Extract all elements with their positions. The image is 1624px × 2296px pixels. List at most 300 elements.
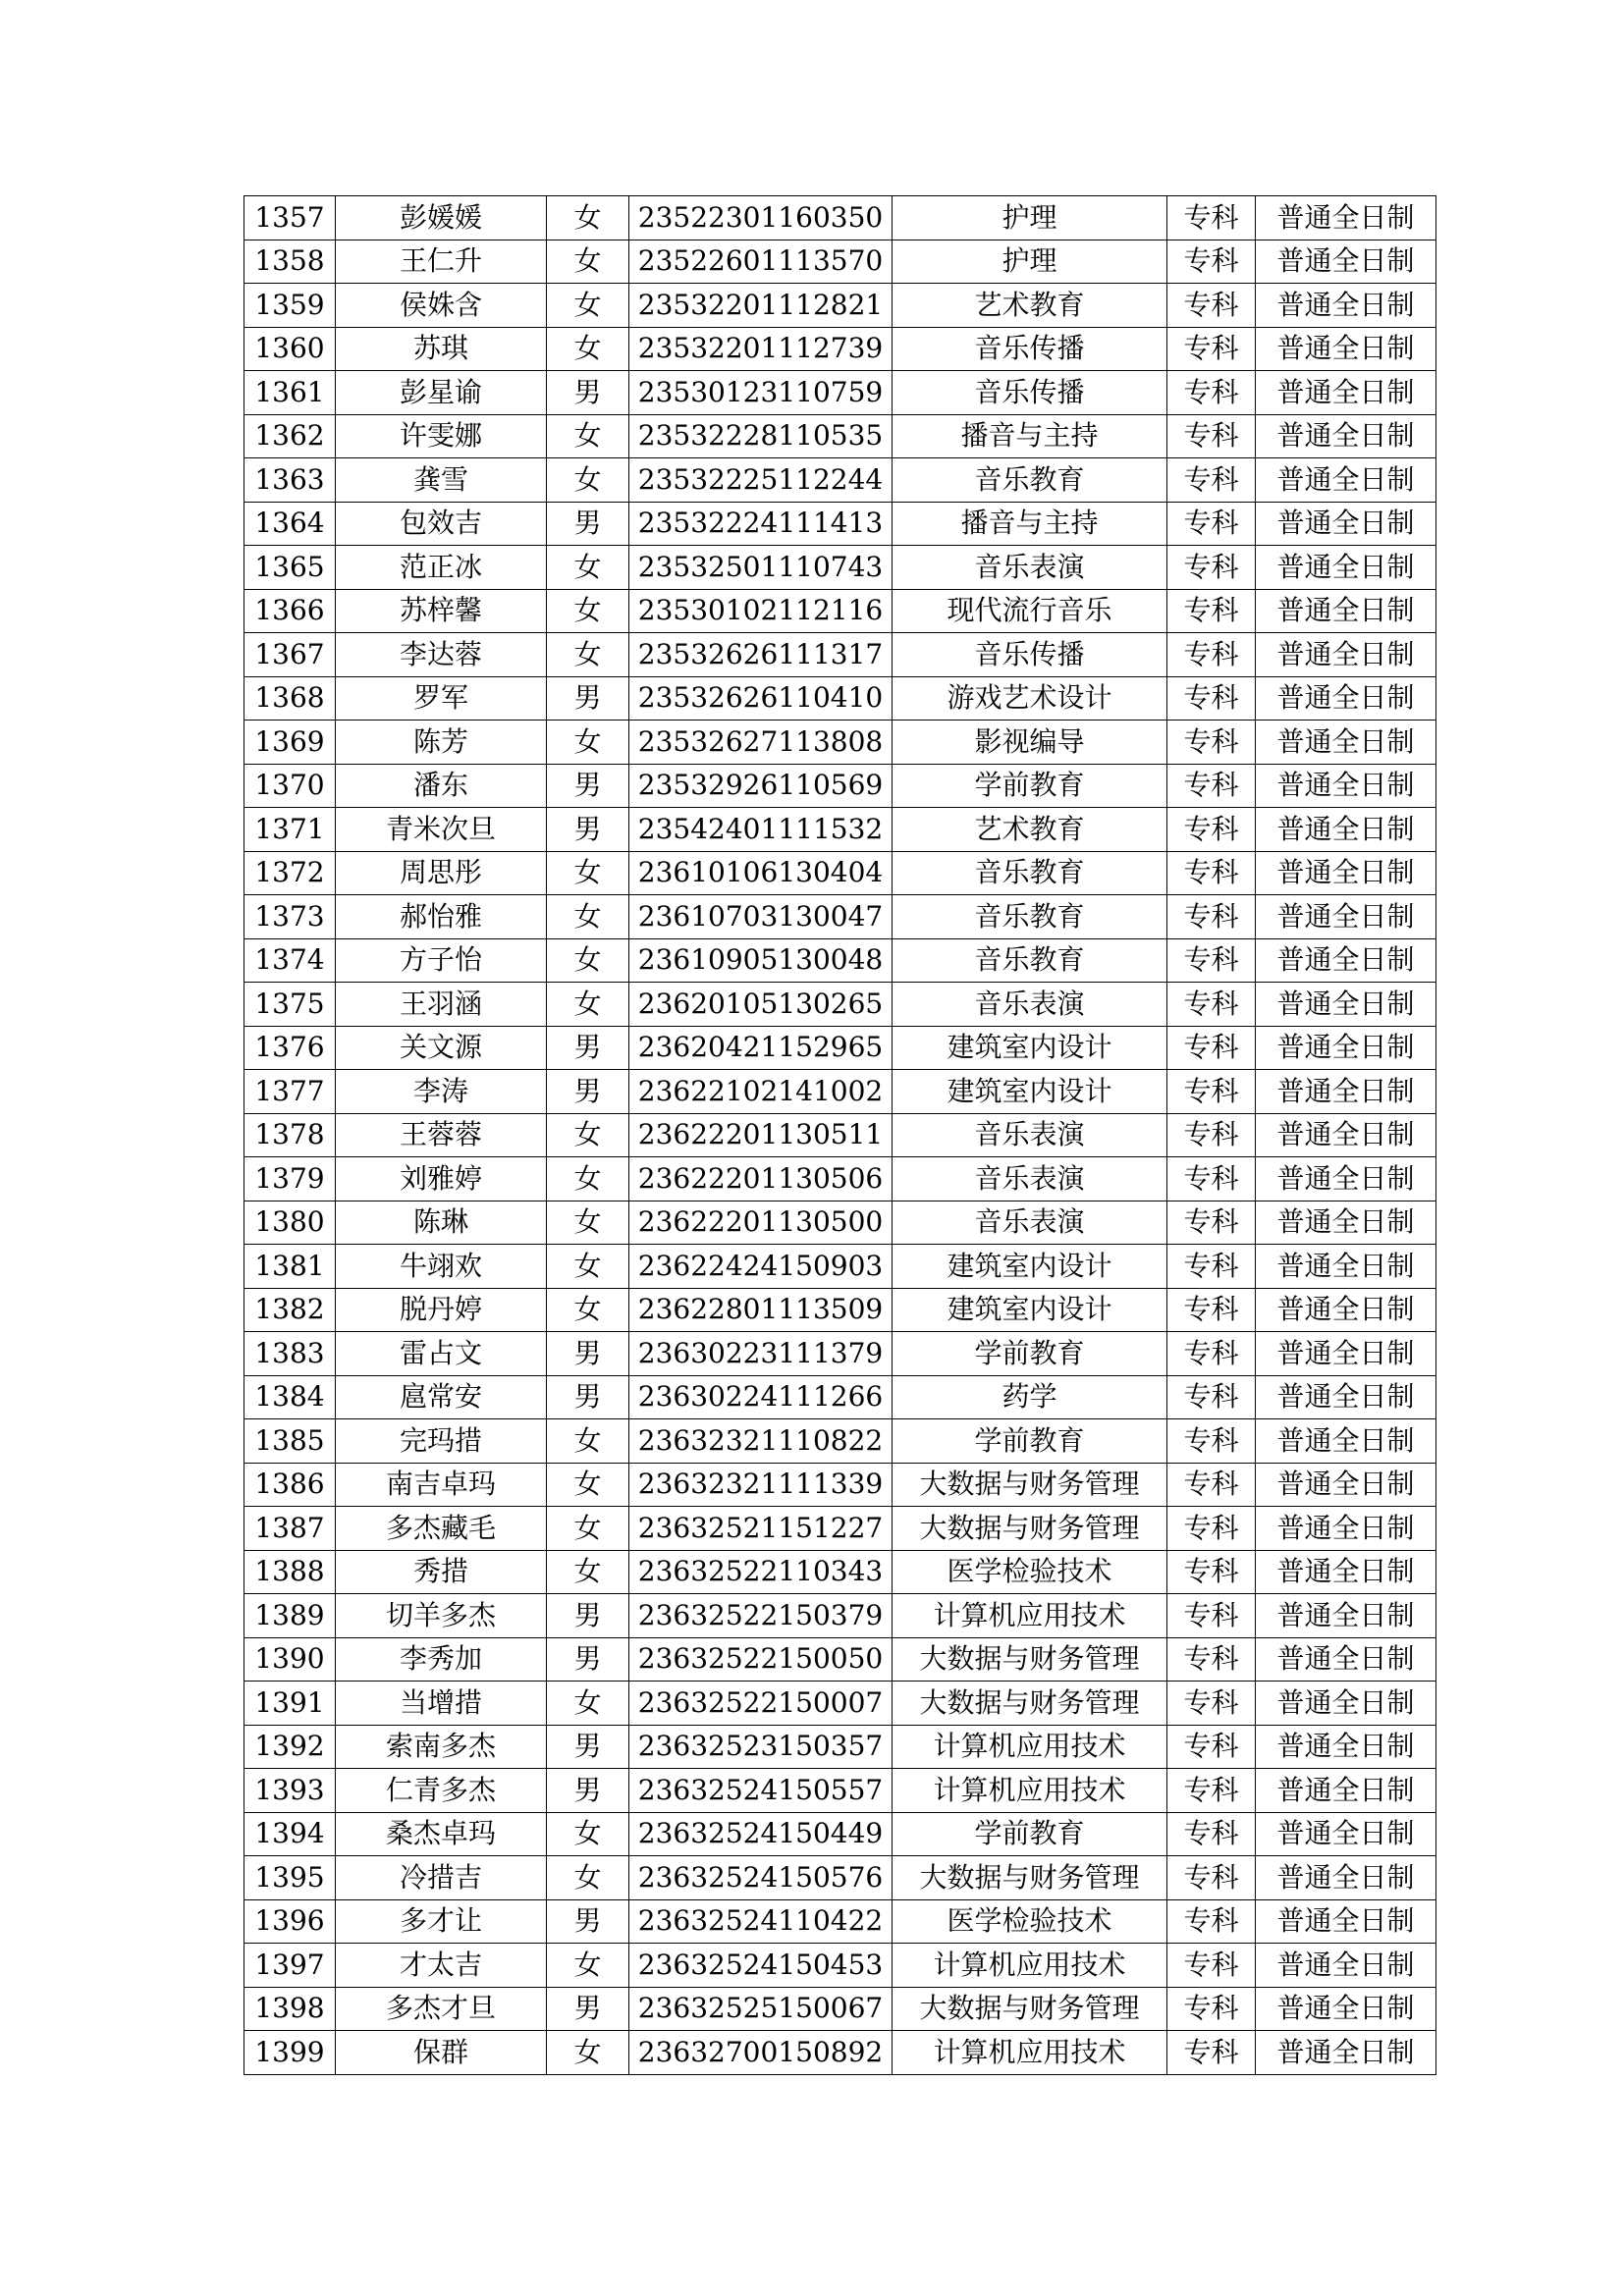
- row-number-cell: 1385: [244, 1419, 336, 1464]
- level-cell: 专科: [1167, 1419, 1256, 1464]
- row-number-cell: 1359: [244, 284, 336, 328]
- exam-id-cell: 23620105130265: [629, 983, 893, 1027]
- major-cell: 音乐表演: [893, 1113, 1167, 1157]
- row-number-cell: 1377: [244, 1070, 336, 1114]
- study-mode-cell: 普通全日制: [1256, 284, 1436, 328]
- student-name-cell: 多杰才旦: [336, 1987, 547, 2031]
- table-row: [244, 1856, 1436, 1900]
- table-row: [244, 1725, 1436, 1769]
- level-cell: 专科: [1167, 1812, 1256, 1856]
- student-name-cell: 周思彤: [336, 851, 547, 895]
- gender-cell: 女: [547, 1682, 629, 1726]
- student-name-cell: 李秀加: [336, 1637, 547, 1682]
- major-cell: 大数据与财务管理: [893, 1637, 1167, 1682]
- major-cell: 计算机应用技术: [893, 1725, 1167, 1769]
- level-cell: 专科: [1167, 1725, 1256, 1769]
- row-number-cell: 1357: [244, 196, 336, 240]
- row-number-cell: 1380: [244, 1201, 336, 1245]
- level-cell: 专科: [1167, 589, 1256, 633]
- table-row: [244, 764, 1436, 808]
- major-cell: 音乐教育: [893, 458, 1167, 503]
- exam-id-cell: 23632524110422: [629, 1899, 893, 1944]
- row-number-cell: 1395: [244, 1856, 336, 1900]
- major-cell: 音乐教育: [893, 938, 1167, 983]
- exam-id-cell: 23632524150557: [629, 1769, 893, 1813]
- major-cell: 计算机应用技术: [893, 1769, 1167, 1813]
- student-name-cell: 保群: [336, 2031, 547, 2075]
- level-cell: 专科: [1167, 1507, 1256, 1551]
- row-number-cell: 1381: [244, 1245, 336, 1289]
- study-mode-cell: 普通全日制: [1256, 1769, 1436, 1813]
- level-cell: 专科: [1167, 1594, 1256, 1638]
- gender-cell: 女: [547, 1157, 629, 1201]
- table-row: [244, 240, 1436, 284]
- level-cell: 专科: [1167, 458, 1256, 503]
- major-cell: 播音与主持: [893, 502, 1167, 546]
- table-row: [244, 284, 1436, 328]
- major-cell: 学前教育: [893, 1332, 1167, 1376]
- row-number-cell: 1396: [244, 1899, 336, 1944]
- major-cell: 建筑室内设计: [893, 1245, 1167, 1289]
- gender-cell: 女: [547, 546, 629, 590]
- study-mode-cell: 普通全日制: [1256, 1637, 1436, 1682]
- exam-id-cell: 23610106130404: [629, 851, 893, 895]
- exam-id-cell: 23622201130500: [629, 1201, 893, 1245]
- major-cell: 建筑室内设计: [893, 1070, 1167, 1114]
- row-number-cell: 1368: [244, 676, 336, 721]
- study-mode-cell: 普通全日制: [1256, 721, 1436, 765]
- student-name-cell: 切羊多杰: [336, 1594, 547, 1638]
- row-number-cell: 1369: [244, 721, 336, 765]
- study-mode-cell: 普通全日制: [1256, 1987, 1436, 2031]
- table-row: [244, 1332, 1436, 1376]
- row-number-cell: 1389: [244, 1594, 336, 1638]
- study-mode-cell: 普通全日制: [1256, 371, 1436, 415]
- major-cell: 音乐教育: [893, 895, 1167, 939]
- student-name-cell: 潘东: [336, 764, 547, 808]
- table-row: [244, 1157, 1436, 1201]
- gender-cell: 女: [547, 414, 629, 458]
- major-cell: 音乐表演: [893, 983, 1167, 1027]
- major-cell: 医学检验技术: [893, 1899, 1167, 1944]
- gender-cell: 女: [547, 2031, 629, 2075]
- row-number-cell: 1358: [244, 240, 336, 284]
- student-name-cell: 才太吉: [336, 1944, 547, 1988]
- level-cell: 专科: [1167, 240, 1256, 284]
- exam-id-cell: 23632522150007: [629, 1682, 893, 1726]
- row-number-cell: 1399: [244, 2031, 336, 2075]
- row-number-cell: 1388: [244, 1550, 336, 1594]
- row-number-cell: 1379: [244, 1157, 336, 1201]
- level-cell: 专科: [1167, 1245, 1256, 1289]
- student-name-cell: 雷占文: [336, 1332, 547, 1376]
- study-mode-cell: 普通全日制: [1256, 1419, 1436, 1464]
- study-mode-cell: 普通全日制: [1256, 240, 1436, 284]
- table-row: [244, 1463, 1436, 1507]
- gender-cell: 女: [547, 1856, 629, 1900]
- study-mode-cell: 普通全日制: [1256, 1594, 1436, 1638]
- exam-id-cell: 23622102141002: [629, 1070, 893, 1114]
- student-name-cell: 牛翊欢: [336, 1245, 547, 1289]
- row-number-cell: 1378: [244, 1113, 336, 1157]
- exam-id-cell: 23522601113570: [629, 240, 893, 284]
- exam-id-cell: 23630223111379: [629, 1332, 893, 1376]
- student-name-cell: 王蓉蓉: [336, 1113, 547, 1157]
- level-cell: 专科: [1167, 1899, 1256, 1944]
- table-row: [244, 502, 1436, 546]
- table-row: [244, 1944, 1436, 1988]
- student-name-cell: 秀措: [336, 1550, 547, 1594]
- row-number-cell: 1386: [244, 1463, 336, 1507]
- row-number-cell: 1397: [244, 1944, 336, 1988]
- row-number-cell: 1390: [244, 1637, 336, 1682]
- row-number-cell: 1383: [244, 1332, 336, 1376]
- exam-id-cell: 23610905130048: [629, 938, 893, 983]
- gender-cell: 女: [547, 1419, 629, 1464]
- study-mode-cell: 普通全日制: [1256, 414, 1436, 458]
- level-cell: 专科: [1167, 895, 1256, 939]
- study-mode-cell: 普通全日制: [1256, 1070, 1436, 1114]
- level-cell: 专科: [1167, 721, 1256, 765]
- table-row: [244, 1507, 1436, 1551]
- table-row: [244, 1245, 1436, 1289]
- gender-cell: 女: [547, 983, 629, 1027]
- student-name-cell: 陈琳: [336, 1201, 547, 1245]
- table-row: [244, 895, 1436, 939]
- gender-cell: 女: [547, 284, 629, 328]
- study-mode-cell: 普通全日制: [1256, 1288, 1436, 1332]
- level-cell: 专科: [1167, 1637, 1256, 1682]
- student-name-cell: 青米次旦: [336, 808, 547, 852]
- gender-cell: 男: [547, 764, 629, 808]
- study-mode-cell: 普通全日制: [1256, 1026, 1436, 1070]
- study-mode-cell: 普通全日制: [1256, 983, 1436, 1027]
- study-mode-cell: 普通全日制: [1256, 1157, 1436, 1201]
- row-number-cell: 1361: [244, 371, 336, 415]
- student-name-cell: 冷措吉: [336, 1856, 547, 1900]
- exam-id-cell: 23532225112244: [629, 458, 893, 503]
- student-name-cell: 苏梓馨: [336, 589, 547, 633]
- level-cell: 专科: [1167, 1332, 1256, 1376]
- gender-cell: 男: [547, 502, 629, 546]
- level-cell: 专科: [1167, 371, 1256, 415]
- level-cell: 专科: [1167, 1157, 1256, 1201]
- level-cell: 专科: [1167, 1463, 1256, 1507]
- table-row: [244, 851, 1436, 895]
- student-name-cell: 多杰藏毛: [336, 1507, 547, 1551]
- study-mode-cell: 普通全日制: [1256, 808, 1436, 852]
- exam-id-cell: 23532201112739: [629, 327, 893, 371]
- row-number-cell: 1366: [244, 589, 336, 633]
- exam-id-cell: 23532228110535: [629, 414, 893, 458]
- student-name-cell: 苏琪: [336, 327, 547, 371]
- row-number-cell: 1365: [244, 546, 336, 590]
- gender-cell: 女: [547, 633, 629, 677]
- table-row: [244, 1026, 1436, 1070]
- table-row: [244, 1550, 1436, 1594]
- exam-id-cell: 23632522150379: [629, 1594, 893, 1638]
- level-cell: 专科: [1167, 284, 1256, 328]
- student-name-cell: 罗军: [336, 676, 547, 721]
- level-cell: 专科: [1167, 1026, 1256, 1070]
- gender-cell: 男: [547, 1769, 629, 1813]
- major-cell: 学前教育: [893, 764, 1167, 808]
- row-number-cell: 1387: [244, 1507, 336, 1551]
- row-number-cell: 1391: [244, 1682, 336, 1726]
- exam-id-cell: 23632321111339: [629, 1463, 893, 1507]
- exam-id-cell: 23530123110759: [629, 371, 893, 415]
- gender-cell: 女: [547, 327, 629, 371]
- table-row: [244, 1419, 1436, 1464]
- major-cell: 计算机应用技术: [893, 1594, 1167, 1638]
- major-cell: 现代流行音乐: [893, 589, 1167, 633]
- level-cell: 专科: [1167, 1288, 1256, 1332]
- student-name-cell: 龚雪: [336, 458, 547, 503]
- gender-cell: 男: [547, 1594, 629, 1638]
- major-cell: 游戏艺术设计: [893, 676, 1167, 721]
- level-cell: 专科: [1167, 851, 1256, 895]
- table-row: [244, 196, 1436, 240]
- major-cell: 艺术教育: [893, 808, 1167, 852]
- gender-cell: 男: [547, 1987, 629, 2031]
- study-mode-cell: 普通全日制: [1256, 1856, 1436, 1900]
- level-cell: 专科: [1167, 1682, 1256, 1726]
- level-cell: 专科: [1167, 196, 1256, 240]
- gender-cell: 女: [547, 1245, 629, 1289]
- row-number-cell: 1376: [244, 1026, 336, 1070]
- study-mode-cell: 普通全日制: [1256, 1201, 1436, 1245]
- student-name-cell: 南吉卓玛: [336, 1463, 547, 1507]
- study-mode-cell: 普通全日制: [1256, 1899, 1436, 1944]
- table-row: [244, 546, 1436, 590]
- gender-cell: 女: [547, 1812, 629, 1856]
- study-mode-cell: 普通全日制: [1256, 196, 1436, 240]
- study-mode-cell: 普通全日制: [1256, 502, 1436, 546]
- study-mode-cell: 普通全日制: [1256, 2031, 1436, 2075]
- gender-cell: 女: [547, 895, 629, 939]
- study-mode-cell: 普通全日制: [1256, 458, 1436, 503]
- student-name-cell: 索南多杰: [336, 1725, 547, 1769]
- gender-cell: 女: [547, 196, 629, 240]
- row-number-cell: 1371: [244, 808, 336, 852]
- level-cell: 专科: [1167, 1944, 1256, 1988]
- study-mode-cell: 普通全日制: [1256, 851, 1436, 895]
- student-name-cell: 王仁升: [336, 240, 547, 284]
- exam-id-cell: 23532627113808: [629, 721, 893, 765]
- student-roster-table: [244, 195, 1436, 2075]
- exam-id-cell: 23622424150903: [629, 1245, 893, 1289]
- study-mode-cell: 普通全日制: [1256, 1332, 1436, 1376]
- gender-cell: 男: [547, 1725, 629, 1769]
- level-cell: 专科: [1167, 1987, 1256, 2031]
- exam-id-cell: 23532501110743: [629, 546, 893, 590]
- exam-id-cell: 23620421152965: [629, 1026, 893, 1070]
- table-row: [244, 589, 1436, 633]
- row-number-cell: 1392: [244, 1725, 336, 1769]
- table-row: [244, 808, 1436, 852]
- student-name-cell: 陈芳: [336, 721, 547, 765]
- student-name-cell: 包效吉: [336, 502, 547, 546]
- level-cell: 专科: [1167, 546, 1256, 590]
- gender-cell: 女: [547, 721, 629, 765]
- study-mode-cell: 普通全日制: [1256, 1812, 1436, 1856]
- student-name-cell: 彭星谕: [336, 371, 547, 415]
- major-cell: 大数据与财务管理: [893, 1987, 1167, 2031]
- level-cell: 专科: [1167, 938, 1256, 983]
- level-cell: 专科: [1167, 1113, 1256, 1157]
- major-cell: 计算机应用技术: [893, 1944, 1167, 1988]
- major-cell: 音乐教育: [893, 851, 1167, 895]
- gender-cell: 女: [547, 1113, 629, 1157]
- gender-cell: 女: [547, 1463, 629, 1507]
- table-row: [244, 1113, 1436, 1157]
- major-cell: 音乐传播: [893, 327, 1167, 371]
- major-cell: 建筑室内设计: [893, 1288, 1167, 1332]
- exam-id-cell: 23632525150067: [629, 1987, 893, 2031]
- row-number-cell: 1367: [244, 633, 336, 677]
- exam-id-cell: 23532201112821: [629, 284, 893, 328]
- major-cell: 计算机应用技术: [893, 2031, 1167, 2075]
- gender-cell: 女: [547, 589, 629, 633]
- roster-body: [244, 196, 1436, 2075]
- gender-cell: 男: [547, 1026, 629, 1070]
- row-number-cell: 1398: [244, 1987, 336, 2031]
- row-number-cell: 1393: [244, 1769, 336, 1813]
- study-mode-cell: 普通全日制: [1256, 1944, 1436, 1988]
- major-cell: 学前教育: [893, 1419, 1167, 1464]
- major-cell: 学前教育: [893, 1812, 1167, 1856]
- exam-id-cell: 23632523150357: [629, 1725, 893, 1769]
- table-row: [244, 2031, 1436, 2075]
- major-cell: 音乐传播: [893, 633, 1167, 677]
- major-cell: 护理: [893, 240, 1167, 284]
- gender-cell: 女: [547, 1550, 629, 1594]
- exam-id-cell: 23632522150050: [629, 1637, 893, 1682]
- major-cell: 大数据与财务管理: [893, 1856, 1167, 1900]
- level-cell: 专科: [1167, 1856, 1256, 1900]
- major-cell: 音乐表演: [893, 1157, 1167, 1201]
- level-cell: 专科: [1167, 327, 1256, 371]
- row-number-cell: 1373: [244, 895, 336, 939]
- student-name-cell: 仁青多杰: [336, 1769, 547, 1813]
- exam-id-cell: 23632700150892: [629, 2031, 893, 2075]
- table-row: [244, 633, 1436, 677]
- table-row: [244, 414, 1436, 458]
- student-name-cell: 侯姝含: [336, 284, 547, 328]
- major-cell: 艺术教育: [893, 284, 1167, 328]
- row-number-cell: 1362: [244, 414, 336, 458]
- major-cell: 药学: [893, 1375, 1167, 1419]
- major-cell: 建筑室内设计: [893, 1026, 1167, 1070]
- study-mode-cell: 普通全日制: [1256, 1507, 1436, 1551]
- study-mode-cell: 普通全日制: [1256, 546, 1436, 590]
- gender-cell: 女: [547, 1288, 629, 1332]
- table-row: [244, 1375, 1436, 1419]
- table-row: [244, 1594, 1436, 1638]
- study-mode-cell: 普通全日制: [1256, 1375, 1436, 1419]
- major-cell: 音乐表演: [893, 1201, 1167, 1245]
- row-number-cell: 1394: [244, 1812, 336, 1856]
- exam-id-cell: 23622201130506: [629, 1157, 893, 1201]
- gender-cell: 女: [547, 1944, 629, 1988]
- study-mode-cell: 普通全日制: [1256, 1113, 1436, 1157]
- row-number-cell: 1360: [244, 327, 336, 371]
- student-name-cell: 彭媛媛: [336, 196, 547, 240]
- level-cell: 专科: [1167, 1070, 1256, 1114]
- study-mode-cell: 普通全日制: [1256, 1463, 1436, 1507]
- student-name-cell: 李涛: [336, 1070, 547, 1114]
- gender-cell: 女: [547, 240, 629, 284]
- level-cell: 专科: [1167, 502, 1256, 546]
- student-name-cell: 李达蓉: [336, 633, 547, 677]
- gender-cell: 女: [547, 1507, 629, 1551]
- exam-id-cell: 23632524150576: [629, 1856, 893, 1900]
- gender-cell: 男: [547, 1332, 629, 1376]
- study-mode-cell: 普通全日制: [1256, 676, 1436, 721]
- row-number-cell: 1370: [244, 764, 336, 808]
- table-row: [244, 1769, 1436, 1813]
- student-name-cell: 扈常安: [336, 1375, 547, 1419]
- exam-id-cell: 23622801113509: [629, 1288, 893, 1332]
- exam-id-cell: 23532224111413: [629, 502, 893, 546]
- level-cell: 专科: [1167, 676, 1256, 721]
- major-cell: 护理: [893, 196, 1167, 240]
- major-cell: 影视编导: [893, 721, 1167, 765]
- study-mode-cell: 普通全日制: [1256, 1550, 1436, 1594]
- student-name-cell: 郝怡雅: [336, 895, 547, 939]
- table-row: [244, 938, 1436, 983]
- table-row: [244, 1682, 1436, 1726]
- major-cell: 医学检验技术: [893, 1550, 1167, 1594]
- row-number-cell: 1382: [244, 1288, 336, 1332]
- row-number-cell: 1375: [244, 983, 336, 1027]
- student-name-cell: 王羽涵: [336, 983, 547, 1027]
- gender-cell: 女: [547, 458, 629, 503]
- major-cell: 播音与主持: [893, 414, 1167, 458]
- table-row: [244, 1899, 1436, 1944]
- exam-id-cell: 23632321110822: [629, 1419, 893, 1464]
- table-row: [244, 458, 1436, 503]
- exam-id-cell: 23622201130511: [629, 1113, 893, 1157]
- gender-cell: 男: [547, 1637, 629, 1682]
- major-cell: 大数据与财务管理: [893, 1682, 1167, 1726]
- student-name-cell: 方子怡: [336, 938, 547, 983]
- exam-id-cell: 23632522110343: [629, 1550, 893, 1594]
- row-number-cell: 1372: [244, 851, 336, 895]
- study-mode-cell: 普通全日制: [1256, 589, 1436, 633]
- row-number-cell: 1364: [244, 502, 336, 546]
- student-name-cell: 当增措: [336, 1682, 547, 1726]
- exam-id-cell: 23542401111532: [629, 808, 893, 852]
- row-number-cell: 1363: [244, 458, 336, 503]
- gender-cell: 女: [547, 1201, 629, 1245]
- exam-id-cell: 23530102112116: [629, 589, 893, 633]
- study-mode-cell: 普通全日制: [1256, 938, 1436, 983]
- table-row: [244, 371, 1436, 415]
- table-row: [244, 721, 1436, 765]
- study-mode-cell: 普通全日制: [1256, 327, 1436, 371]
- study-mode-cell: 普通全日制: [1256, 895, 1436, 939]
- level-cell: 专科: [1167, 808, 1256, 852]
- study-mode-cell: 普通全日制: [1256, 1245, 1436, 1289]
- exam-id-cell: 23532626110410: [629, 676, 893, 721]
- gender-cell: 女: [547, 938, 629, 983]
- table-row: [244, 1070, 1436, 1114]
- study-mode-cell: 普通全日制: [1256, 1725, 1436, 1769]
- level-cell: 专科: [1167, 1769, 1256, 1813]
- table-row: [244, 1288, 1436, 1332]
- study-mode-cell: 普通全日制: [1256, 633, 1436, 677]
